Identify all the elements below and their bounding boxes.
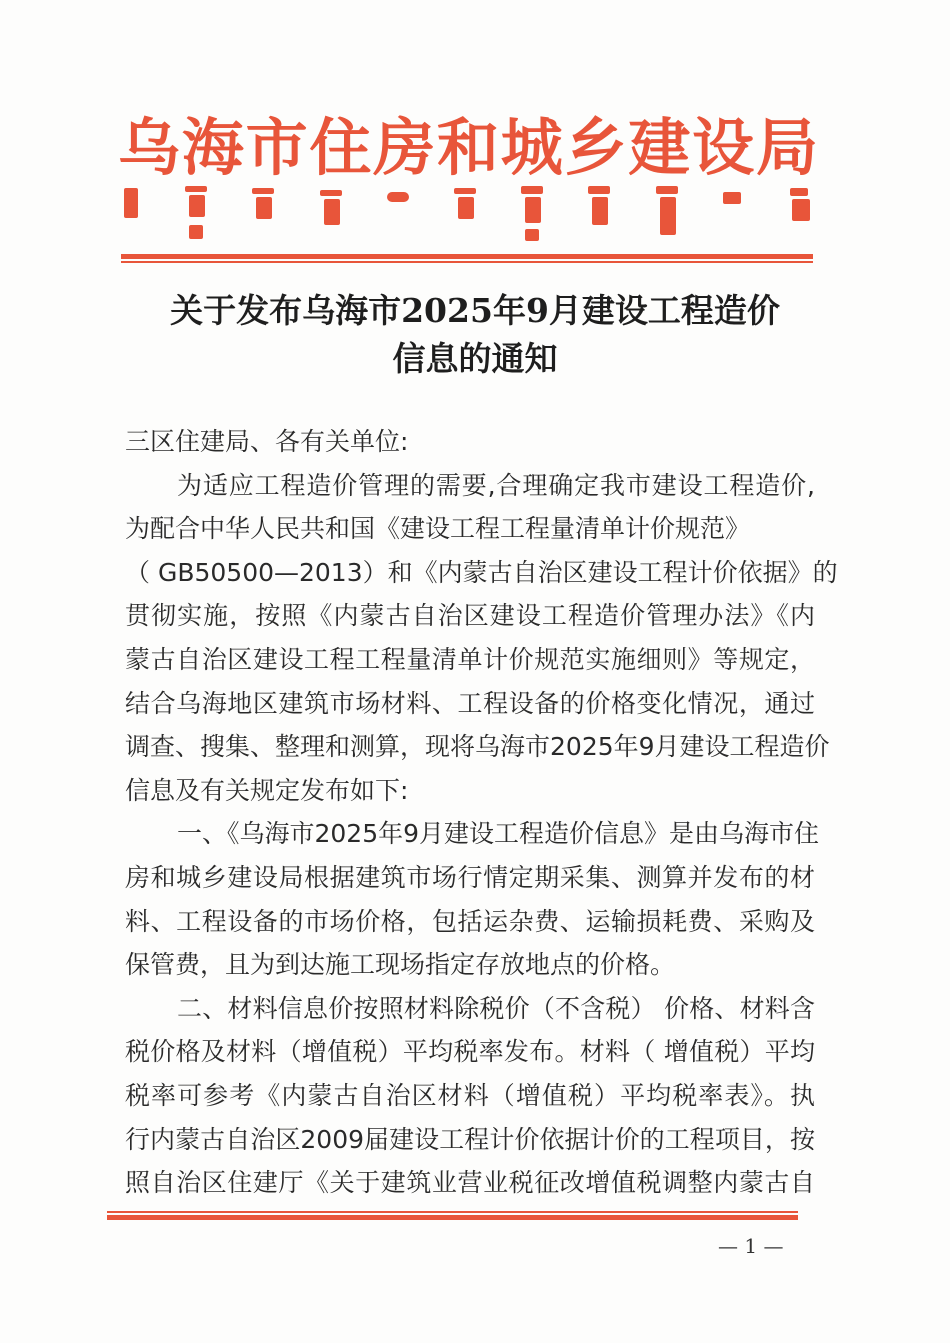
body-line: 料、工程设备的市场价格，包括运杂费、运输损耗费、采购及	[125, 906, 815, 936]
mongolian-word-glyph	[118, 180, 146, 221]
body-line: 行内蒙古自治区2009届建设工程计价依据计价的工程项目，按	[125, 1124, 815, 1154]
page-number: — 1 —	[718, 1234, 784, 1258]
mongolian-script-name	[118, 180, 818, 245]
body-line: 为配合中华人民共和国《建设工程工程量清单计价规范》	[125, 514, 751, 544]
agency-letterhead	[118, 108, 818, 188]
mongolian-word-glyph	[252, 180, 280, 222]
body-line: 为适应工程造价管理的需要,合理确定我市建设工程造价,	[177, 470, 815, 500]
mongolian-word-glyph	[454, 180, 482, 222]
document-title-line-1: 关于发布乌海市2025年9月建设工程造价	[170, 291, 780, 330]
letterhead-char: 城	[500, 111, 563, 184]
body-line: 信息及有关规定发布如下:	[125, 775, 409, 805]
mongolian-word-glyph	[588, 180, 616, 228]
body-line: 蒙古自治区建设工程工程量清单计价规范实施细则》等规定，	[125, 644, 815, 674]
footer-divider-rule	[107, 1211, 798, 1220]
body-line: 二、材料信息价按照材料除税价（不含税） 价格、材料含	[177, 993, 815, 1023]
mongolian-word-glyph	[185, 180, 213, 242]
body-line: 贯彻实施，按照《内蒙古自治区建设工程造价管理办法》《内	[125, 601, 815, 631]
mongolian-word-glyph	[723, 180, 751, 207]
body-line: 一、《乌海市2025年9月建设工程造价信息》是由乌海市住	[177, 819, 820, 849]
letterhead-char: 建	[628, 111, 691, 184]
letterhead-char: 海	[181, 111, 244, 184]
body-line: 调查、搜集、整理和测算，现将乌海市2025年9月建设工程造价	[125, 732, 830, 762]
letterhead-char: 住	[309, 111, 372, 184]
body-line: （ GB50500—2013）和《内蒙古自治区建设工程计价依据》的	[125, 557, 838, 587]
mongolian-word-glyph	[521, 180, 549, 244]
body-line: 结合乌海地区建筑市场材料、工程设备的价格变化情况，通过	[125, 688, 815, 718]
letterhead-char: 房	[373, 111, 436, 184]
letterhead-char: 乌	[118, 111, 181, 184]
body-line: 保管费，且为到达施工现场指定存放地点的价格。	[125, 950, 676, 980]
mongolian-word-glyph	[790, 180, 818, 224]
letterhead-char: 和	[436, 111, 499, 184]
body-line: 税价格及材料（增值税）平均税率发布。材料（ 增值税）平均	[125, 1037, 815, 1067]
mongolian-word-glyph	[656, 180, 684, 238]
letterhead-char: 局	[755, 111, 818, 184]
body-line: 照自治区住建厅《关于建筑业营业税征改增值税调整内蒙古自	[125, 1168, 815, 1198]
mongolian-word-glyph	[320, 180, 348, 228]
rule-thick-line	[107, 1215, 798, 1220]
letterhead-char: 市	[245, 111, 308, 184]
letterhead-char: 乡	[564, 111, 627, 184]
body-line: 税率可参考《内蒙古自治区材料（增值税）平均税率表》。执	[125, 1080, 815, 1110]
letterhead-char: 设	[692, 111, 755, 184]
body-line: 房和城乡建设局根据建筑市场行情定期采集、测算并发布的材	[125, 862, 815, 892]
body-line: 三区住建局、各有关单位:	[125, 427, 409, 456]
letterhead-divider-rule	[121, 254, 813, 263]
rule-thin-line	[121, 261, 813, 263]
mongolian-word-glyph	[387, 180, 415, 205]
document-title-line-2: 信息的通知	[392, 339, 558, 378]
document-body	[125, 420, 838, 1205]
